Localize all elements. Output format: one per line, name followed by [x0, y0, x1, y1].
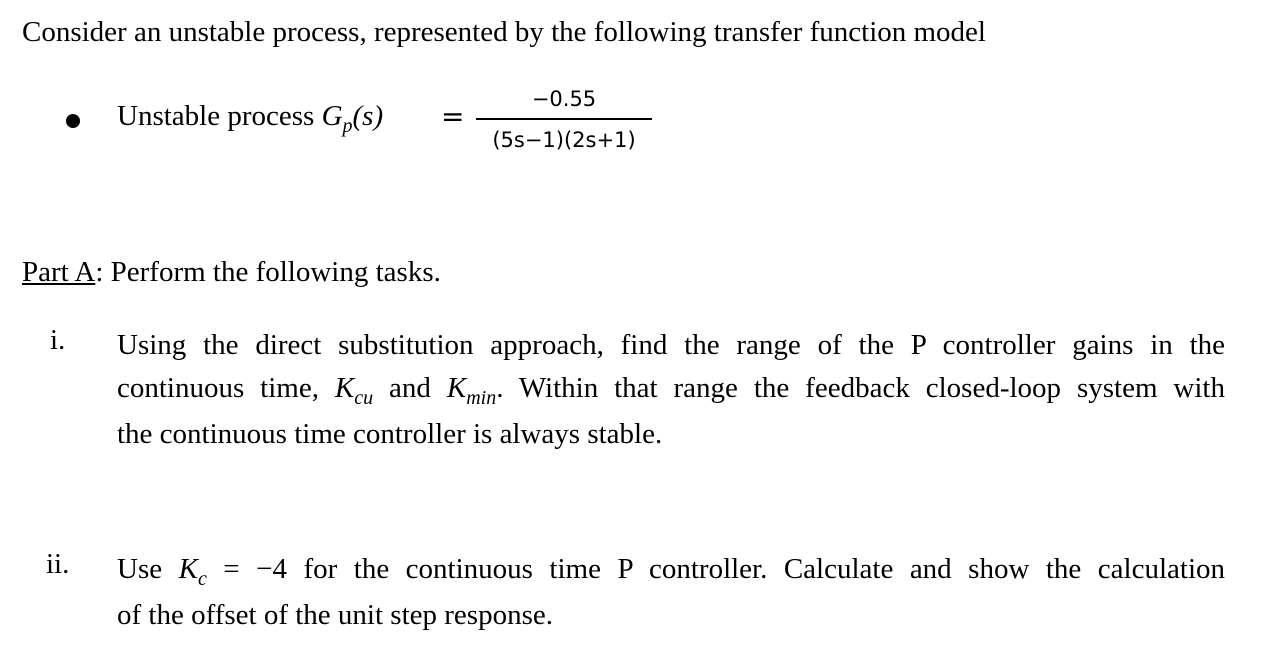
transfer-function-fraction — [476, 84, 652, 154]
item-ii-text — [117, 548, 1225, 637]
tf-denominator: (5s−1)(2s+1) — [492, 128, 636, 152]
item-i-line-3: the continuous time controller is always stable. — [117, 418, 663, 450]
g-argument: (s) — [352, 100, 384, 132]
part-a-heading — [22, 256, 441, 289]
part-a-colon: : — [95, 256, 104, 288]
item-ii-line-1: Use $K_c = -4$ for the continuous time P controller. Calculate and show the calculation — [117, 553, 1225, 590]
fraction-bar — [476, 118, 652, 120]
bullet-process-label — [117, 100, 384, 137]
item-ii-line-2: of the offset of the unit step response. — [117, 599, 553, 631]
g-symbol: G — [321, 100, 343, 132]
tf-numerator: −0.55 — [531, 87, 597, 111]
item-i-marker: i. — [50, 324, 66, 356]
item-i-line-2: continuous time, $K_{cu}$ and $K_{min}$. Within that range the feedback closed-loop system with — [117, 372, 1225, 409]
process-label: Unstable process — [117, 100, 322, 132]
intro-text: Consider an unstable process, represented by the following transfer function model — [22, 16, 986, 48]
bullet-icon — [66, 114, 80, 128]
part-a-text: Perform the following tasks. — [103, 256, 441, 288]
g-subscript: p — [342, 115, 353, 137]
item-i-text — [117, 324, 1225, 456]
item-ii-marker: ii. — [46, 548, 70, 580]
equals-sign: = — [441, 100, 465, 133]
part-a-label: Part A — [22, 256, 96, 288]
item-i-line-1: Using the direct substitution approach, find the range of the P controller gains in the — [117, 329, 1225, 361]
